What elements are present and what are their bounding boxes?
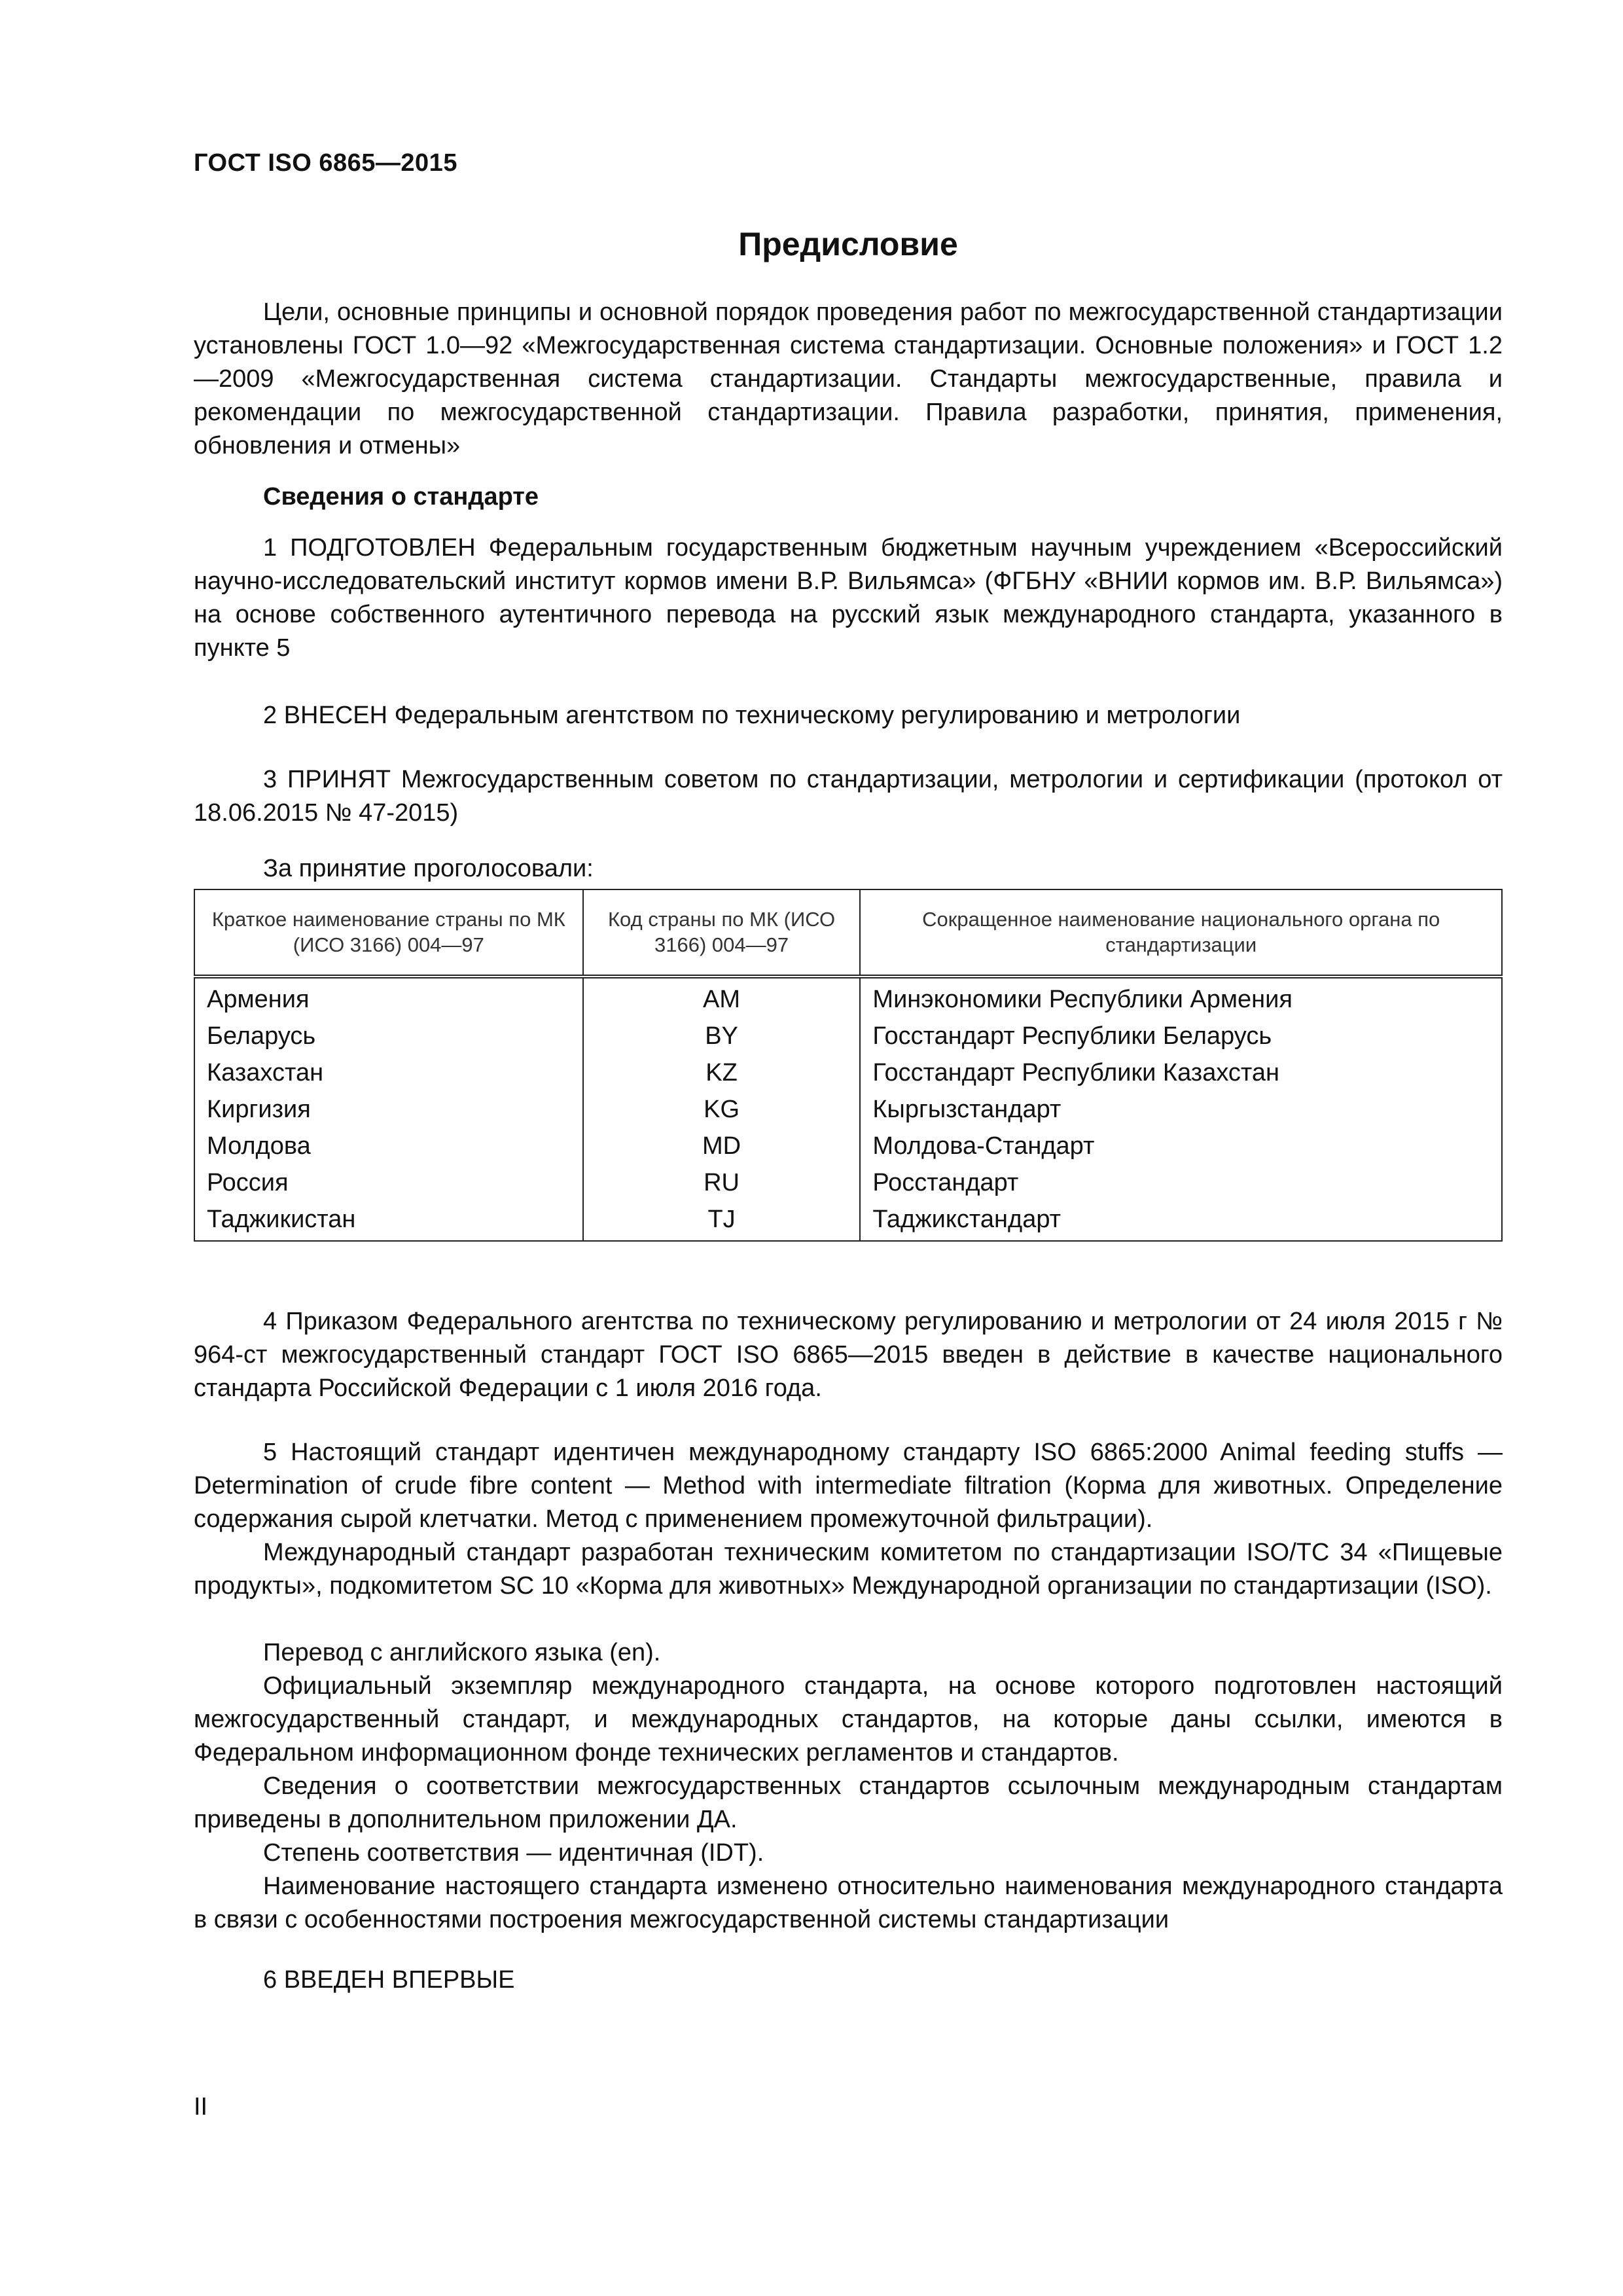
national-body: Таджикстандарт: [860, 1201, 1502, 1241]
country-name: Молдова: [194, 1128, 583, 1164]
country-name: Беларусь: [194, 1018, 583, 1054]
page-title: Предисловие: [738, 226, 958, 262]
item-developed: Международный стандарт разработан техническим комитетом по стандартизации ISO/TC 34 «Пищевые продукты», подкомитетом SC 10 «Корма для животных» Международной организации по стандартизации (ISO).: [194, 1539, 1503, 1600]
national-body: Кыргызстандарт: [860, 1091, 1502, 1128]
table-header-row: [194, 889, 1502, 977]
national-body: Молдова-Стандарт: [860, 1128, 1502, 1164]
country-name: Таджикистан: [194, 1201, 583, 1241]
item-introduced: 2 ВНЕСЕН Федеральным агентством по техническому регулированию и метрологии: [263, 702, 1241, 729]
page-number: II: [194, 2093, 208, 2121]
table-row: [194, 1201, 1502, 1241]
item-identical: 5 Настоящий стандарт идентичен международному стандарту ISO 6865:2000 Animal feeding stuffs — Determination of crude fibre content — Method with intermediate filtration (Корма для животных. Определение содержания сырой клетчатки. Метод с применением промежуточной фильтрации).: [194, 1439, 1503, 1533]
table-row: [194, 977, 1502, 1018]
table-row: [194, 1091, 1502, 1128]
country-code: RU: [583, 1164, 861, 1201]
header-country-code: Код страны по МК (ИСО 3166) 004—97: [583, 889, 861, 977]
country-code: KG: [583, 1091, 861, 1128]
country-code: KZ: [583, 1054, 861, 1091]
item-prepared: 1 ПОДГОТОВЛЕН Федеральным государственным бюджетным научным учреждением «Всероссийский научно-исследовательский институт кормов имени В.Р. Вильямса» (ФГБНУ «ВНИИ кормов им. В.Р. Вильямса») на основе собственного аутентичного перевода на русский язык международного стандарта, указанного в пункте 5: [194, 534, 1503, 662]
section-heading: Сведения о стандарте: [263, 483, 539, 511]
country-code: TJ: [583, 1201, 861, 1241]
country-name: Киргизия: [194, 1091, 583, 1128]
national-body: Госстандарт Республики Казахстан: [860, 1054, 1502, 1091]
national-body: Росстандарт: [860, 1164, 1502, 1201]
country-code: AM: [583, 977, 861, 1018]
table-row: [194, 1128, 1502, 1164]
table-row: [194, 1164, 1502, 1201]
national-body: Минэкономики Республики Армения: [860, 977, 1502, 1018]
intro-paragraph: Цели, основные принципы и основной порядок проведения работ по межгосударственной стандартизации установлены ГОСТ 1.0—92 «Межгосударственная система стандартизации. Основные положения» и ГОСТ 1.2—2009 «Межгосударственная система стандартизации. Стандарты межгосударственные, правила и рекомендации по межгосударственной стандартизации. Правила разработки, принятия, применения, обновления и отмены»: [194, 298, 1503, 459]
item-order: 4 Приказом Федерального агентства по техническому регулированию и метрологии от 24 июля 2015 г № 964-ст межгосударственный стандарт ГОСТ ISO 6865—2015 введен в действие в качестве национального стандарта Российской Федерации с 1 июля 2016 года.: [194, 1308, 1503, 1402]
country-name: Казахстан: [194, 1054, 583, 1091]
item-translation: Перевод с английского языка (en).: [263, 1639, 661, 1666]
item-official-copy: Официальный экземпляр международного стандарта, на основе которого подготовлен настоящий межгосударственный стандарт, и международных стандартов, на которые даны ссылки, имеются в Федеральном информационном фонде технических регламентов и стандартов.: [194, 1672, 1503, 1767]
national-body: Госстандарт Республики Беларусь: [860, 1018, 1502, 1054]
voting-table: [194, 889, 1503, 1242]
header-country-name: Краткое наименование страны по МК (ИСО 3166) 004—97: [194, 889, 583, 977]
vote-label: За принятие проголосовали:: [263, 855, 594, 882]
header-national-body: Сокращенное наименование национального органа по стандартизации: [860, 889, 1502, 977]
item-first-time: 6 ВВЕДЕН ВПЕРВЫЕ: [263, 1966, 515, 1994]
country-code: BY: [583, 1018, 861, 1054]
item-name-changed: Наименование настоящего стандарта изменено относительно наименования международного стандарта в связи с особенностями построения межгосударственной системы стандартизации: [194, 1873, 1503, 1933]
table-row: [194, 1054, 1502, 1091]
item-adopted: 3 ПРИНЯТ Межгосударственным советом по стандартизации, метрологии и сертификации (протокол от 18.06.2015 № 47-2015): [194, 766, 1503, 827]
country-name: Россия: [194, 1164, 583, 1201]
item-compliance-info: Сведения о соответствии межгосударственных стандартов ссылочным международным стандартам приведены в дополнительном приложении ДА.: [194, 1772, 1503, 1833]
item-degree: Степень соответствия — идентичная (IDT).: [263, 1839, 764, 1867]
table-row: [194, 1018, 1502, 1054]
country-code: MD: [583, 1128, 861, 1164]
document-code: ГОСТ ISO 6865—2015: [194, 149, 457, 177]
country-name: Армения: [194, 977, 583, 1018]
